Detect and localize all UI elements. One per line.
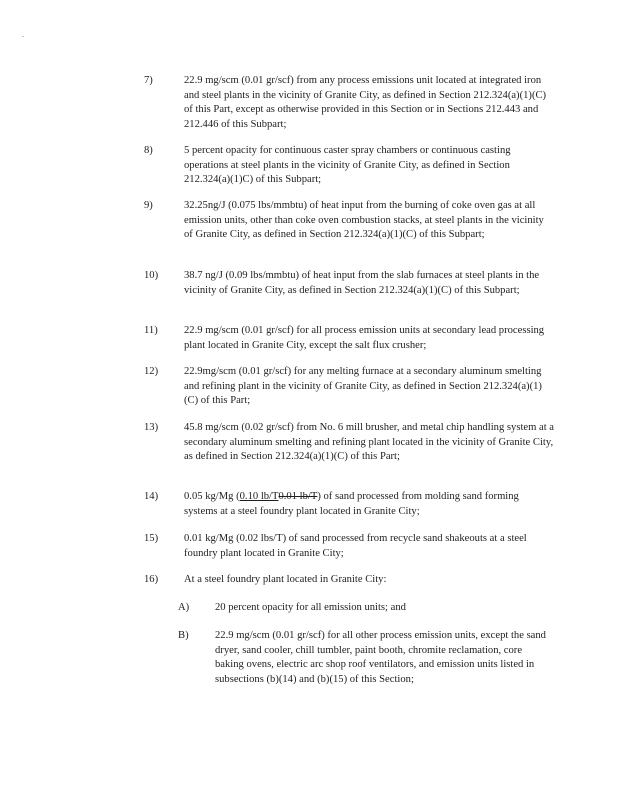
scan-speck [22, 36, 24, 37]
item-text: 45.8 mg/scm (0.02 gr/scf) from No. 6 mill brusher, and metal chip handling system at a secondary aluminum smelting and refining plant located in the vicinity of Granite City, as defined in Section 212.324(a)(1)(C) of this Part; [184, 422, 554, 463]
item-text: 22.9 mg/scm (0.01 gr/scf) from any process emissions unit located at integrated iron and steel plants in the vicinity of Granite City, as defined in Section 212.324(a)(1)(C) of this Part, except as otherwise provided in this Section or in Sections 212.443 and 212.446 of this Subpart; [184, 75, 547, 130]
item-number: 14) [144, 491, 159, 502]
item-text: 5 percent opacity for continuous caster spray chambers or continuous casting operations at steel plants in the vicinity of Granite City, as defined in Section 212.324(a)(1)C) of this Subpart; [184, 145, 511, 186]
inserted-text: 0.10 lb/T [239, 491, 279, 502]
item-number: 8) [144, 145, 153, 156]
sub-item-label: B) [178, 630, 189, 641]
item-number: 15) [144, 533, 159, 544]
item-number: 9) [144, 200, 153, 211]
item-text: 32.25ng/J (0.075 lbs/mmbtu) of heat input from the burning of coke oven gas at all emission units, other than coke oven combustion stacks, at steel plants in the vicinity of Granite City, as defined in Section 212.324(a)(1)(C) of this Subpart; [184, 200, 544, 241]
item-number: 13) [144, 422, 159, 433]
item-text: At a steel foundry plant located in Granite City: [184, 574, 387, 585]
item-number: 7) [144, 75, 153, 86]
item-text: 22.9 mg/scm (0.01 gr/scf) for all process emission units at secondary lead processing plant located in Granite City, except the salt flux crusher; [184, 325, 545, 351]
sub-item-text: 22.9 mg/scm (0.01 gr/scf) for all other process emission units, except the sand dryer, sand cooler, chill tumbler, paint booth, chromite reclamation, core baking ovens, electric arc shop roof ventilators, and emission units listed in subsections (b)(14) and (b)(15) of this Section; [215, 630, 546, 685]
sub-item-label: A) [178, 602, 190, 613]
text-after: ) of sand processed from molding sand forming systems at a steel foundry plant located in Granite City; [184, 491, 519, 517]
item-number: 12) [144, 366, 159, 377]
text-before: 0.05 kg/Mg ( [184, 491, 240, 502]
item-text [184, 490, 554, 519]
sub-item-text: 20 percent opacity for all emission units; and [215, 602, 406, 613]
item-number: 10) [144, 270, 159, 281]
item-text: 22.9mg/scm (0.01 gr/scf) for any melting furnace at a secondary aluminum smelting and refining plant in the vicinity of Granite City, as defined in Section 212.324(a)(1)(C) of this Part; [184, 366, 542, 407]
item-text: 0.01 kg/Mg (0.02 lbs/T) of sand processed from recycle sand shakeouts at a steel foundry plant located in Granite City; [184, 533, 527, 559]
item-text: 38.7 ng/J (0.09 lbs/mmbtu) of heat input from the slab furnaces at steel plants in the vicinity of Granite City, as defined in Section 212.324(a)(1)(C) of this Subpart; [184, 270, 540, 296]
item-number: 16) [144, 574, 159, 585]
deleted-text: 0.01 lb/T [278, 491, 318, 502]
item-number: 11) [144, 325, 158, 336]
